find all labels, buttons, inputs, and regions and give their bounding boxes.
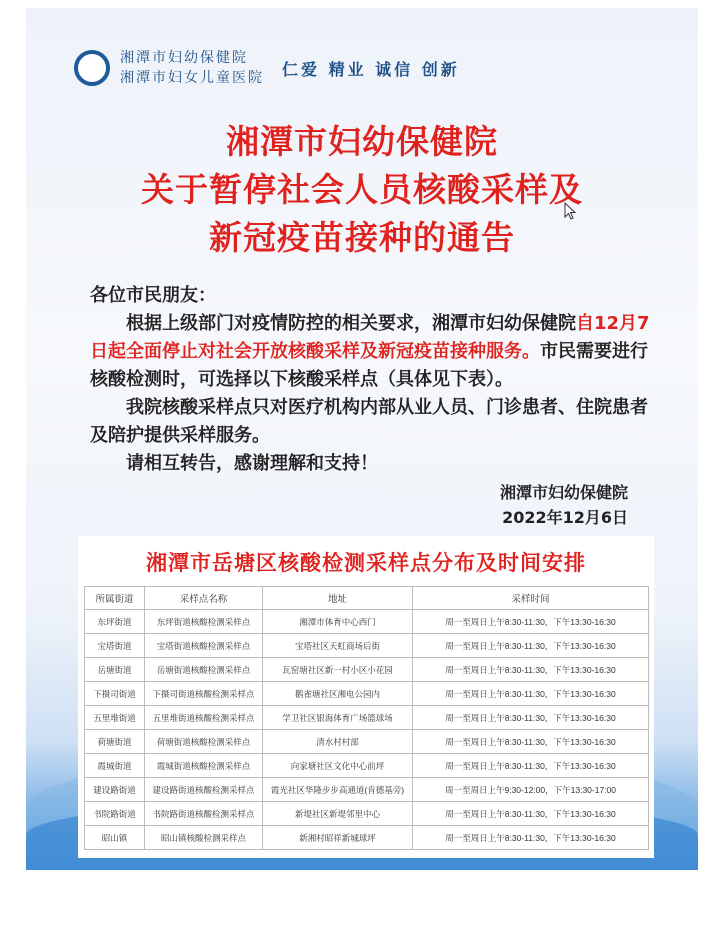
title-line: 湘潭市妇幼保健院 (226, 122, 498, 161)
table-cell: 岳塘街道核酸检测采样点 (145, 658, 263, 682)
table-cell: 霞城街道 (85, 754, 145, 778)
table-cell: 周一至周日上午8:30-11:30，下午13:30-16:30 (413, 802, 649, 826)
table-cell: 新湘村昭祥新城球坪 (263, 826, 413, 850)
table-cell: 向家塘社区文化中心前坪 (263, 754, 413, 778)
table-cell: 荷塘街道核酸检测采样点 (145, 730, 263, 754)
mouse-cursor-icon (564, 202, 576, 220)
column-header: 采样时间 (413, 587, 649, 610)
table-cell: 建设路街道核酸检测采样点 (145, 778, 263, 802)
table-row (85, 610, 649, 634)
table-cell: 学卫社区银海体育广场篮球场 (263, 706, 413, 730)
table-cell: 周一至周日上午8:30-11:30，下午13:30-16:30 (413, 826, 649, 850)
table-cell: 周一至周日上午8:30-11:30，下午13:30-16:30 (413, 706, 649, 730)
table-row (85, 802, 649, 826)
paragraph-1 (90, 310, 650, 394)
table-cell: 周一至周日上午8:30-11:30，下午13:30-16:30 (413, 682, 649, 706)
header (74, 48, 698, 88)
table-cell: 五里堆街道 (85, 706, 145, 730)
column-header: 采样点名称 (145, 587, 263, 610)
table-cell: 瓦窑塘社区新一村小区小花园 (263, 658, 413, 682)
notice-poster (26, 8, 698, 870)
table-cell: 下摄司街道核酸检测采样点 (145, 682, 263, 706)
table-cell: 荷塘街道 (85, 730, 145, 754)
signature (26, 480, 628, 530)
table-cell: 周一至周日上午8:30-11:30，下午13:30-16:30 (413, 730, 649, 754)
table-cell: 霞城街道核酸检测采样点 (145, 754, 263, 778)
table-cell: 鹅雀塘社区湘电公园内 (263, 682, 413, 706)
table-cell: 宝塔社区天虹商场后街 (263, 634, 413, 658)
table-cell: 宝塔街道核酸检测采样点 (145, 634, 263, 658)
table-row (85, 682, 649, 706)
table-row (85, 730, 649, 754)
org-name-2: 湘潭市妇女儿童医院 (120, 70, 264, 86)
paragraph-2: 我院核酸采样点只对医疗机构内部从业人员、门诊患者、住院患者及陪护提供采样服务。 (90, 397, 648, 446)
table-cell: 建设路街道 (85, 778, 145, 802)
table-header-row (85, 587, 649, 610)
signature-org: 湘潭市妇幼保健院 (499, 483, 628, 502)
table-row (85, 634, 649, 658)
table-cell: 下摄司街道 (85, 682, 145, 706)
table-cell: 东坪街道 (85, 610, 145, 634)
table-cell: 霞光社区华隆步步高通道(肯德基旁) (263, 778, 413, 802)
table-cell: 书院路街道 (85, 802, 145, 826)
table-cell: 周一至周日上午9:30-12:00，下午13:30-17:00 (413, 778, 649, 802)
table-cell: 昭山镇 (85, 826, 145, 850)
hospital-logo-icon (74, 50, 110, 86)
org-name-1: 湘潭市妇幼保健院 (120, 50, 248, 66)
sampling-sites-panel (78, 536, 654, 858)
table-cell: 新堤社区新堤邻里中心 (263, 802, 413, 826)
signature-date: 2022年12月6日 (502, 508, 628, 527)
table-cell: 书院路街道核酸检测采样点 (145, 802, 263, 826)
p1-text-2: 市民需要进行核酸检测时，可选择以下核酸采样点（具体见下表）。 (90, 341, 648, 390)
table-cell: 湘潭市体育中心西门 (263, 610, 413, 634)
paragraph-3: 请相互转告，感谢理解和支持！ (126, 453, 378, 474)
p1-highlight: 自12月7日起全面停止对社会开放核酸采样及新冠疫苗接种服务。 (90, 313, 650, 362)
title-line: 新冠疫苗接种的通告 (209, 218, 515, 257)
notice-body (90, 282, 650, 478)
table-row (85, 706, 649, 730)
table-cell: 周一至周日上午8:30-11:30，下午13:30-16:30 (413, 610, 649, 634)
table-cell: 宝塔街道 (85, 634, 145, 658)
table-title: 湘潭市岳塘区核酸检测采样点分布及时间安排 (146, 551, 586, 575)
table-cell: 岳塘街道 (85, 658, 145, 682)
table-cell: 五里堆街道核酸检测采样点 (145, 706, 263, 730)
column-header: 所属街道 (85, 587, 145, 610)
table-cell: 清水村村部 (263, 730, 413, 754)
table-cell: 周一至周日上午8:30-11:30，下午13:30-16:30 (413, 754, 649, 778)
table-cell: 周一至周日上午8:30-11:30，下午13:30-16:30 (413, 658, 649, 682)
table-cell: 昭山镇核酸检测采样点 (145, 826, 263, 850)
table-row (85, 754, 649, 778)
p1-text: 根据上级部门对疫情防控的相关要求，湘潭市妇幼保健院 (126, 313, 576, 334)
sampling-sites-table (84, 586, 649, 850)
org-names (120, 48, 264, 88)
table-row (85, 658, 649, 682)
column-header: 地址 (263, 587, 413, 610)
table-cell: 东坪街道核酸检测采样点 (145, 610, 263, 634)
table-row (85, 826, 649, 850)
notice-title (26, 118, 698, 262)
title-line: 关于暂停社会人员核酸采样及 (141, 170, 583, 209)
table-row (85, 778, 649, 802)
motto: 仁爱 精业 诚信 创新 (282, 59, 460, 79)
table-cell: 周一至周日上午8:30-11:30，下午13:30-16:30 (413, 634, 649, 658)
salutation: 各位市民朋友： (90, 285, 216, 306)
